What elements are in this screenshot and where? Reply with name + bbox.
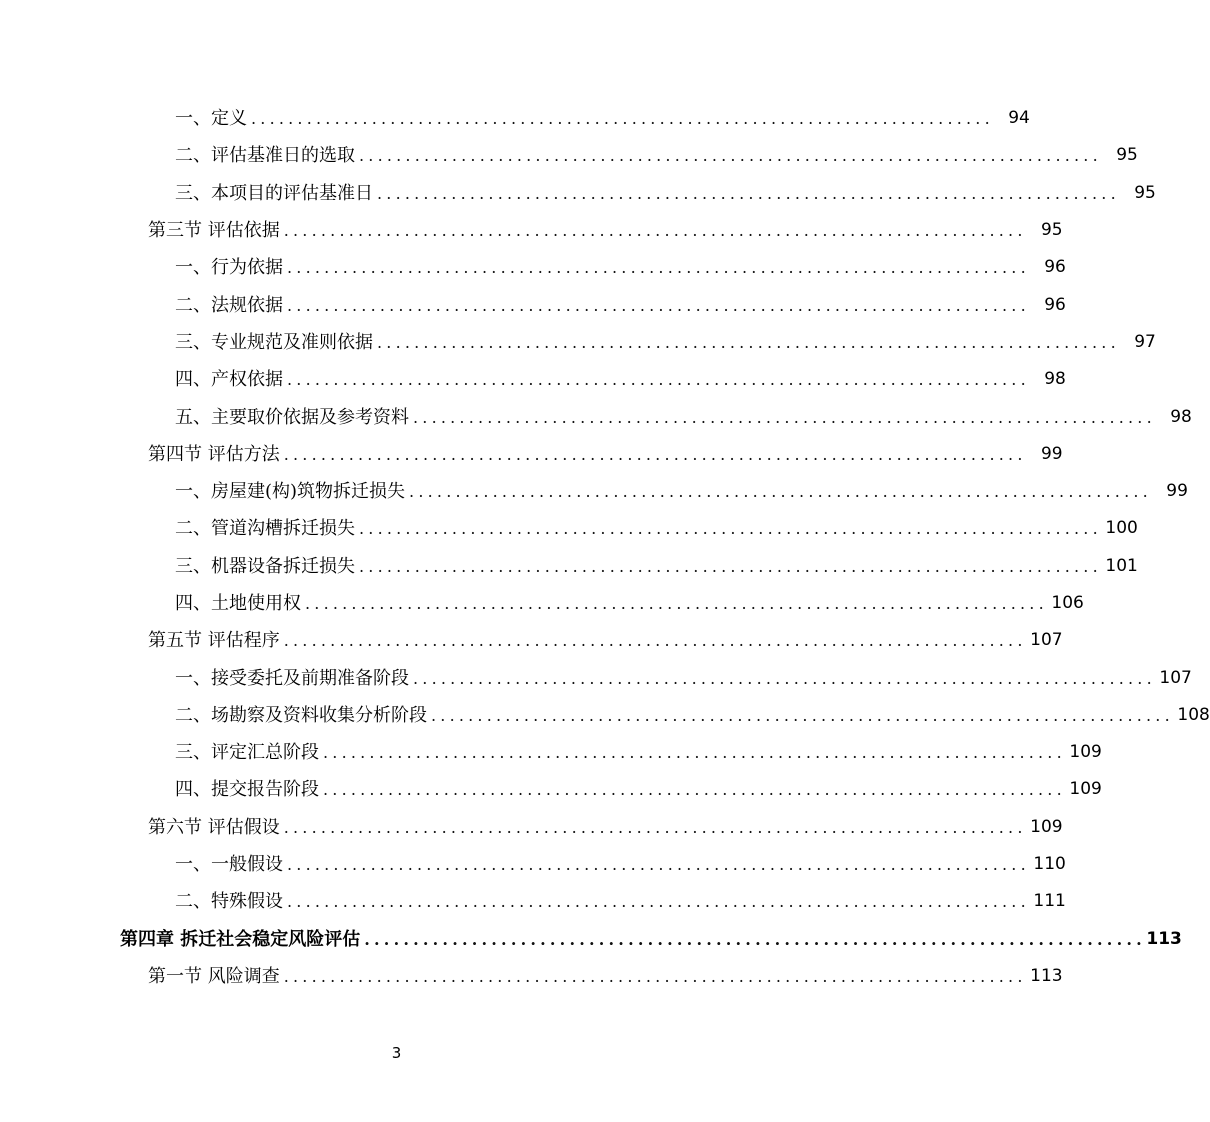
table-of-contents — [0, 100, 1210, 995]
toc-entry-page-number: 100 — [1105, 518, 1138, 539]
toc-entry-title: 一、定义 — [175, 108, 247, 130]
toc-entry-page-number: 109 — [1069, 779, 1102, 800]
toc-dot-leader: ................................................................................ — [305, 594, 1048, 613]
toc-subsection-entry[interactable] — [0, 175, 1156, 212]
toc-dot-leader: ................................................................................ — [323, 743, 1066, 763]
toc-subsection-entry[interactable] — [0, 548, 1138, 585]
toc-dot-leader: ................................................................................ — [283, 631, 1027, 651]
page-number: 3 — [391, 1044, 402, 1062]
toc-dot-leader: ................................................................................ — [287, 258, 1030, 278]
toc-entry-page-number: 111 — [1033, 891, 1066, 912]
toc-section-entry[interactable] — [0, 958, 1063, 995]
toc-entry-page-number: 99 — [1166, 481, 1188, 502]
toc-subsection-entry[interactable] — [0, 697, 1210, 734]
toc-subsection-entry[interactable] — [0, 734, 1102, 771]
toc-dot-leader: ................................................................................ — [431, 705, 1174, 725]
toc-entry-title: 三、评定汇总阶段 — [175, 742, 319, 764]
toc-entry-page-number: 108 — [1177, 704, 1210, 725]
toc-subsection-entry[interactable] — [0, 100, 1030, 137]
toc-entry-title: 一、接受委托及前期准备阶段 — [175, 667, 409, 689]
toc-entry-title: 第一节 风险调查 — [148, 965, 280, 987]
toc-entry-title: 一、行为依据 — [175, 257, 283, 279]
toc-entry-page-number: 113 — [1030, 965, 1063, 986]
toc-dot-leader: ................................................................................ — [287, 892, 1030, 912]
toc-dot-leader: ................................................................................ — [377, 183, 1120, 203]
toc-entry-title: 二、管道沟槽拆迁损失 — [175, 518, 355, 540]
toc-entry-title: 二、特殊假设 — [175, 891, 283, 913]
toc-dot-leader: ................................................................................ — [251, 109, 994, 129]
toc-entry-title: 四、提交报告阶段 — [175, 779, 319, 801]
toc-dot-leader: ................................................................................ — [283, 817, 1027, 837]
toc-subsection-entry[interactable] — [0, 473, 1188, 510]
toc-subsection-entry[interactable] — [0, 398, 1192, 435]
toc-dot-leader: ................................................................................ — [287, 295, 1030, 315]
toc-subsection-entry[interactable] — [0, 659, 1192, 696]
toc-entry-title: 二、法规依据 — [175, 294, 283, 316]
toc-subsection-entry[interactable] — [0, 286, 1066, 323]
toc-dot-leader: ................................................................................ — [283, 444, 1027, 464]
toc-dot-leader: ................................................................................ — [359, 556, 1102, 576]
toc-subsection-entry[interactable] — [0, 361, 1066, 398]
toc-entry-title: 第五节 评估程序 — [148, 630, 280, 652]
toc-entry-title: 第六节 评估假设 — [148, 816, 280, 838]
toc-section-entry[interactable] — [0, 809, 1063, 846]
toc-dot-leader: ................................................................................ — [283, 221, 1027, 241]
toc-entry-page-number: 109 — [1030, 816, 1063, 837]
toc-entry-title: 一、房屋建(构)筑物拆迁损失 — [175, 481, 406, 503]
toc-entry-page-number: 101 — [1105, 555, 1138, 576]
toc-section-entry[interactable] — [0, 212, 1063, 249]
toc-subsection-entry[interactable] — [0, 137, 1138, 174]
toc-entry-page-number: 106 — [1051, 593, 1084, 613]
toc-subsection-entry[interactable] — [0, 846, 1066, 883]
toc-entry-title: 三、机器设备拆迁损失 — [175, 555, 355, 577]
toc-entry-page-number: 109 — [1069, 742, 1102, 763]
toc-entry-title: 二、场勘察及资料收集分析阶段 — [175, 704, 427, 726]
toc-entry-title: 三、专业规范及准则依据 — [175, 331, 373, 353]
toc-entry-page-number: 113 — [1146, 928, 1182, 949]
toc-entry-title: 三、本项目的评估基准日 — [175, 182, 373, 204]
toc-dot-leader: ................................................................................ — [287, 855, 1030, 875]
toc-entry-page-number: 95 — [1134, 182, 1156, 203]
toc-dot-leader: ................................................................................ — [323, 780, 1066, 800]
toc-dot-leader: ................................................................................ — [359, 519, 1102, 539]
toc-dot-leader: ................................................................................ — [413, 668, 1156, 688]
toc-entry-page-number: 94 — [1008, 108, 1030, 129]
toc-entry-page-number: 110 — [1033, 854, 1066, 875]
toc-entry-page-number: 98 — [1044, 369, 1066, 390]
toc-entry-title: 四、产权依据 — [175, 369, 283, 391]
toc-section-entry[interactable] — [0, 622, 1063, 659]
toc-entry-title: 五、主要取价依据及参考资料 — [175, 406, 409, 428]
toc-entry-title: 二、评估基准日的选取 — [175, 145, 355, 167]
toc-entry-page-number: 107 — [1159, 667, 1192, 688]
toc-entry-page-number: 95 — [1116, 145, 1138, 166]
toc-subsection-entry[interactable] — [0, 585, 1084, 622]
toc-entry-title: 一、一般假设 — [175, 854, 283, 876]
toc-entry-page-number: 95 — [1040, 220, 1063, 241]
toc-dot-leader: ................................................................................ — [287, 370, 1030, 390]
toc-subsection-entry[interactable] — [0, 510, 1138, 547]
toc-chapter-entry[interactable] — [0, 921, 1182, 958]
toc-subsection-entry[interactable] — [0, 324, 1156, 361]
toc-entry-page-number: 96 — [1044, 257, 1066, 278]
toc-entry-page-number: 96 — [1044, 294, 1066, 315]
toc-subsection-entry[interactable] — [0, 771, 1102, 808]
toc-section-entry[interactable] — [0, 436, 1063, 473]
toc-entry-page-number: 99 — [1040, 443, 1063, 464]
toc-subsection-entry[interactable] — [0, 249, 1066, 286]
toc-dot-leader: ................................................................................ — [413, 407, 1156, 427]
toc-entry-title: 四、土地使用权 — [175, 593, 301, 614]
toc-dot-leader: ................................................................................ — [364, 929, 1146, 949]
toc-dot-leader: ................................................................................ — [283, 966, 1027, 986]
toc-dot-leader: ................................................................................ — [377, 332, 1120, 352]
toc-subsection-entry[interactable] — [0, 883, 1066, 920]
toc-dot-leader: ................................................................................ — [359, 146, 1102, 166]
toc-entry-page-number: 107 — [1030, 630, 1063, 651]
toc-entry-title: 第三节 评估依据 — [148, 220, 280, 242]
toc-entry-title: 第四章 拆迁社会稳定风险评估 — [120, 928, 361, 950]
toc-entry-page-number: 97 — [1134, 331, 1156, 352]
toc-entry-page-number: 98 — [1170, 406, 1192, 427]
toc-entry-title: 第四节 评估方法 — [148, 443, 280, 465]
toc-dot-leader: ................................................................................ — [409, 482, 1152, 502]
